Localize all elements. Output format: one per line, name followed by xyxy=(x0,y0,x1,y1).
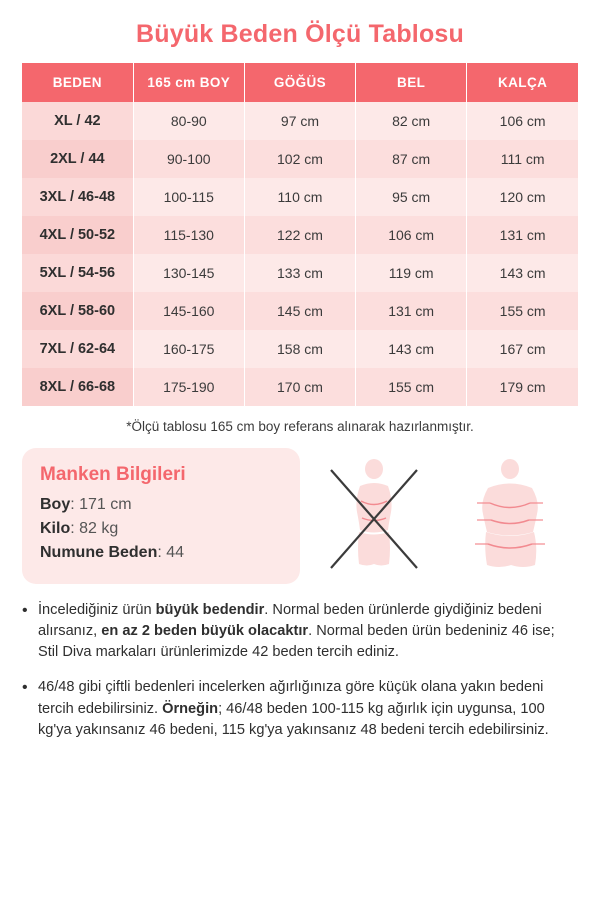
model-sep: : xyxy=(70,496,80,513)
cell-kalca: 131 cm xyxy=(467,216,578,254)
table-footnote: *Ölçü tablosu 165 cm boy referans alınarak hazırlanmıştır. xyxy=(126,419,474,434)
cell-gogus: 158 cm xyxy=(244,330,355,368)
cell-gogus: 170 cm xyxy=(244,368,355,406)
cell-kalca: 143 cm xyxy=(467,254,578,292)
cell-kalca: 179 cm xyxy=(467,368,578,406)
cell-kalca: 111 cm xyxy=(467,140,578,178)
slim-figure-icon xyxy=(319,456,429,576)
cell-size: 4XL / 50-52 xyxy=(22,216,133,254)
model-info-section xyxy=(22,448,578,584)
slim-body-figure-crossed xyxy=(319,456,429,576)
cell-size: 5XL / 54-56 xyxy=(22,254,133,292)
model-info-heading: Manken Bilgileri xyxy=(40,464,186,485)
cell-boy: 145-160 xyxy=(133,292,244,330)
bullet-seg: 46/48 gibi çiftli bedenleri incelerken ağırlığınıza göre küçük olana yakın bedeni tercih edebilirsiniz. xyxy=(38,679,544,717)
column-header-beden: BEDEN xyxy=(22,63,133,102)
cell-size: 6XL / 58-60 xyxy=(22,292,133,330)
table-row xyxy=(22,216,578,254)
cell-gogus: 133 cm xyxy=(244,254,355,292)
size-chart-table xyxy=(22,63,578,406)
cell-bel: 106 cm xyxy=(356,216,467,254)
guidance-bullets xyxy=(22,584,578,741)
bullet-seg-bold: en az 2 beden büyük olacaktır xyxy=(101,623,309,640)
table-row xyxy=(22,254,578,292)
cell-boy: 80-90 xyxy=(133,102,244,140)
bullet-seg: İncelediğiniz ürün xyxy=(38,602,156,618)
model-value-kilo: 82 kg xyxy=(79,520,119,537)
column-header-kalca: KALÇA xyxy=(467,63,578,102)
bullet-seg: . Normal beden ürünlerde giydiğiniz bedeni alırsanız, xyxy=(38,602,542,640)
cell-bel: 87 cm xyxy=(356,140,467,178)
model-label-numune-beden: Numune Beden xyxy=(40,544,158,561)
bullet-text-2 xyxy=(38,677,578,740)
bullet-text-1 xyxy=(38,600,578,663)
cell-kalca: 120 cm xyxy=(467,178,578,216)
column-header-gogus: GÖĞÜS xyxy=(244,63,355,102)
cell-bel: 131 cm xyxy=(356,292,467,330)
cell-boy: 160-175 xyxy=(133,330,244,368)
table-row xyxy=(22,178,578,216)
model-value-numune-beden: 44 xyxy=(166,544,185,561)
cell-bel: 119 cm xyxy=(356,254,467,292)
list-item xyxy=(22,677,578,740)
bullet-dot-icon: • xyxy=(22,602,28,619)
table-header-row xyxy=(22,63,578,102)
table-row xyxy=(22,102,578,140)
cell-size: 7XL / 62-64 xyxy=(22,330,133,368)
model-value-boy: 171 cm xyxy=(79,496,132,513)
column-header-boy: 165 cm BOY xyxy=(133,63,244,102)
table-row xyxy=(22,330,578,368)
bullet-seg-bold: büyük bedendir xyxy=(155,602,265,618)
cell-gogus: 97 cm xyxy=(244,102,355,140)
table-row xyxy=(22,140,578,178)
cell-boy: 90-100 xyxy=(133,140,244,178)
cell-size: 3XL / 46-48 xyxy=(22,178,133,216)
plus-size-figure-icon xyxy=(455,456,565,576)
page-title: Büyük Beden Ölçü Tablosu xyxy=(136,20,464,48)
model-row-boy xyxy=(40,496,282,514)
bullet-dot-icon: • xyxy=(22,679,28,697)
cell-size: 8XL / 66-68 xyxy=(22,368,133,406)
cell-bel: 95 cm xyxy=(356,178,467,216)
cell-kalca: 155 cm xyxy=(467,292,578,330)
bullet-seg: . Normal beden ürün bedeniniz 46 ise; Stil Diva markaları ürünlerimizde 42 beden tercih ediniz. xyxy=(38,623,555,661)
table-row xyxy=(22,368,578,406)
model-sep: : xyxy=(70,520,80,537)
model-info-card xyxy=(22,448,300,584)
cell-kalca: 167 cm xyxy=(467,330,578,368)
column-header-bel: BEL xyxy=(356,63,467,102)
cell-bel: 143 cm xyxy=(356,330,467,368)
cell-gogus: 102 cm xyxy=(244,140,355,178)
model-row-numune-beden xyxy=(40,544,282,562)
body-figure-illustrations xyxy=(300,448,578,584)
cell-gogus: 145 cm xyxy=(244,292,355,330)
plus-size-body-figure xyxy=(455,456,565,576)
cell-kalca: 106 cm xyxy=(467,102,578,140)
cell-boy: 175-190 xyxy=(133,368,244,406)
cell-size: XL / 42 xyxy=(22,102,133,140)
list-item xyxy=(22,600,578,663)
cell-bel: 155 cm xyxy=(356,368,467,406)
bullet-seg-bold: Örneğin xyxy=(162,700,219,717)
cell-bel: 82 cm xyxy=(356,102,467,140)
cell-size: 2XL / 44 xyxy=(22,140,133,178)
model-row-kilo xyxy=(40,520,282,538)
model-label-kilo: Kilo xyxy=(40,520,71,537)
cell-boy: 130-145 xyxy=(133,254,244,292)
table-row xyxy=(22,292,578,330)
model-label-boy: Boy xyxy=(40,496,71,513)
cell-gogus: 122 cm xyxy=(244,216,355,254)
cell-boy: 115-130 xyxy=(133,216,244,254)
bullet-seg: ; 46/48 beden 100-115 kg ağırlık için uygunsa, 100 kg'ya yakınsanız 46 bedeni, 115 kg'ya yakınsanız 48 bedeni tercih edebilirsiniz. xyxy=(38,700,549,738)
cell-boy: 100-115 xyxy=(133,178,244,216)
model-sep: : xyxy=(157,544,167,561)
cell-gogus: 110 cm xyxy=(244,178,355,216)
